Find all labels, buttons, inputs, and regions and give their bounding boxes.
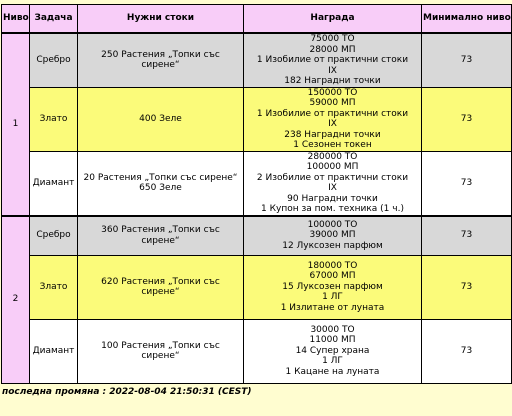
table-header-row [2, 5, 512, 34]
needed-line: 100 Растения „Топки със [101, 340, 220, 351]
reward-line: 1 ЛГ [322, 356, 343, 367]
needed-line: 20 Растения „Топки със сирене“ [83, 172, 238, 183]
needed-goods-cell [78, 33, 244, 87]
needed-line: 360 Растения „Топки със [101, 225, 220, 235]
table-row [2, 319, 512, 383]
min-level-cell: 73 [422, 33, 512, 87]
header-level: Ниво [2, 5, 30, 34]
reward-line: 14 Супер храна [295, 345, 370, 356]
header-min-level: Минимално ниво [422, 5, 512, 34]
needed-line: 250 Растения „Топки със [101, 49, 220, 60]
table-row [2, 33, 512, 87]
needed-line: сирене“ [141, 235, 180, 246]
header-reward: Награда [244, 5, 422, 34]
level-cell: 2 [2, 216, 30, 384]
reward-line: 1 Купон за пом. техника (1 ч.) [261, 204, 404, 214]
reward-cell [244, 87, 422, 151]
reward-line: 100000 МП [306, 162, 359, 172]
header-needed-goods: Нужни стоки [78, 5, 244, 34]
reward-line: 150000 ТО [307, 87, 358, 98]
needed-goods-cell [78, 151, 244, 216]
reward-line: 1 Изобилие от практични стоки [256, 55, 409, 65]
reward-line: IX [328, 183, 337, 193]
reward-line: 11000 МП [309, 335, 356, 346]
min-level-cell: 73 [422, 87, 512, 151]
min-level-cell: 73 [422, 319, 512, 383]
min-level-cell: 73 [422, 255, 512, 319]
reward-line: 182 Наградни точки [284, 76, 381, 86]
quest-table [1, 4, 512, 384]
reward-line: 39000 МП [309, 230, 356, 241]
reward-line: 280000 ТО [307, 151, 358, 162]
reward-line: 1 Излитане от луната [280, 302, 385, 313]
needed-line: 650 Зеле [139, 183, 182, 193]
last-modified-text: последна промяна : 2022-08-04 21:50:31 (CEST) [2, 386, 252, 397]
table-row [2, 216, 512, 256]
needed-line: 400 Зеле [139, 113, 182, 124]
needed-line: сирене“ [141, 351, 180, 361]
task-cell: Злато [30, 87, 78, 151]
task-cell: Диамант [30, 151, 78, 216]
needed-goods-cell [78, 216, 244, 256]
reward-line: 1 Сезонен токен [293, 140, 372, 150]
needed-line: 620 Растения „Топки със [101, 276, 220, 287]
reward-line: 12 Луксозен парфюм [282, 240, 383, 251]
reward-line: 100000 ТО [307, 219, 358, 230]
needed-goods-cell [78, 319, 244, 383]
needed-line: сирене“ [141, 287, 180, 297]
reward-line: 1 Кацане на луната [285, 366, 380, 377]
reward-line: 2 Изобилие от практични стоки [256, 172, 409, 183]
reward-line: 90 Наградни точки [287, 193, 378, 204]
reward-line: 67000 МП [309, 271, 356, 282]
reward-line: 1 Изобилие от практични стоки [256, 108, 409, 119]
header-task: Задача [30, 5, 78, 34]
reward-line: 238 Наградни точки [284, 129, 381, 140]
min-level-cell: 73 [422, 216, 512, 256]
reward-line: 75000 ТО [310, 34, 355, 44]
needed-goods-cell [78, 255, 244, 319]
table-row [2, 255, 512, 319]
reward-cell [244, 151, 422, 216]
needed-line: сирене“ [141, 60, 180, 71]
reward-line: 59000 МП [309, 98, 356, 108]
table-row [2, 87, 512, 151]
reward-cell [244, 33, 422, 87]
reward-line: IX [328, 119, 337, 129]
task-cell: Сребро [30, 33, 78, 87]
reward-cell [244, 319, 422, 383]
reward-line: 1 ЛГ [322, 292, 343, 303]
reward-cell [244, 216, 422, 256]
task-cell: Сребро [30, 216, 78, 256]
level-cell: 1 [2, 33, 30, 216]
reward-line: 30000 ТО [310, 324, 355, 335]
reward-line: 15 Луксозен парфюм [282, 281, 383, 292]
reward-line: IX [328, 65, 337, 76]
reward-line: 28000 МП [309, 44, 356, 55]
reward-line: 180000 ТО [307, 260, 358, 271]
table-row [2, 151, 512, 216]
task-cell: Диамант [30, 319, 78, 383]
task-cell: Злато [30, 255, 78, 319]
min-level-cell: 73 [422, 151, 512, 216]
needed-goods-cell [78, 87, 244, 151]
reward-cell [244, 255, 422, 319]
